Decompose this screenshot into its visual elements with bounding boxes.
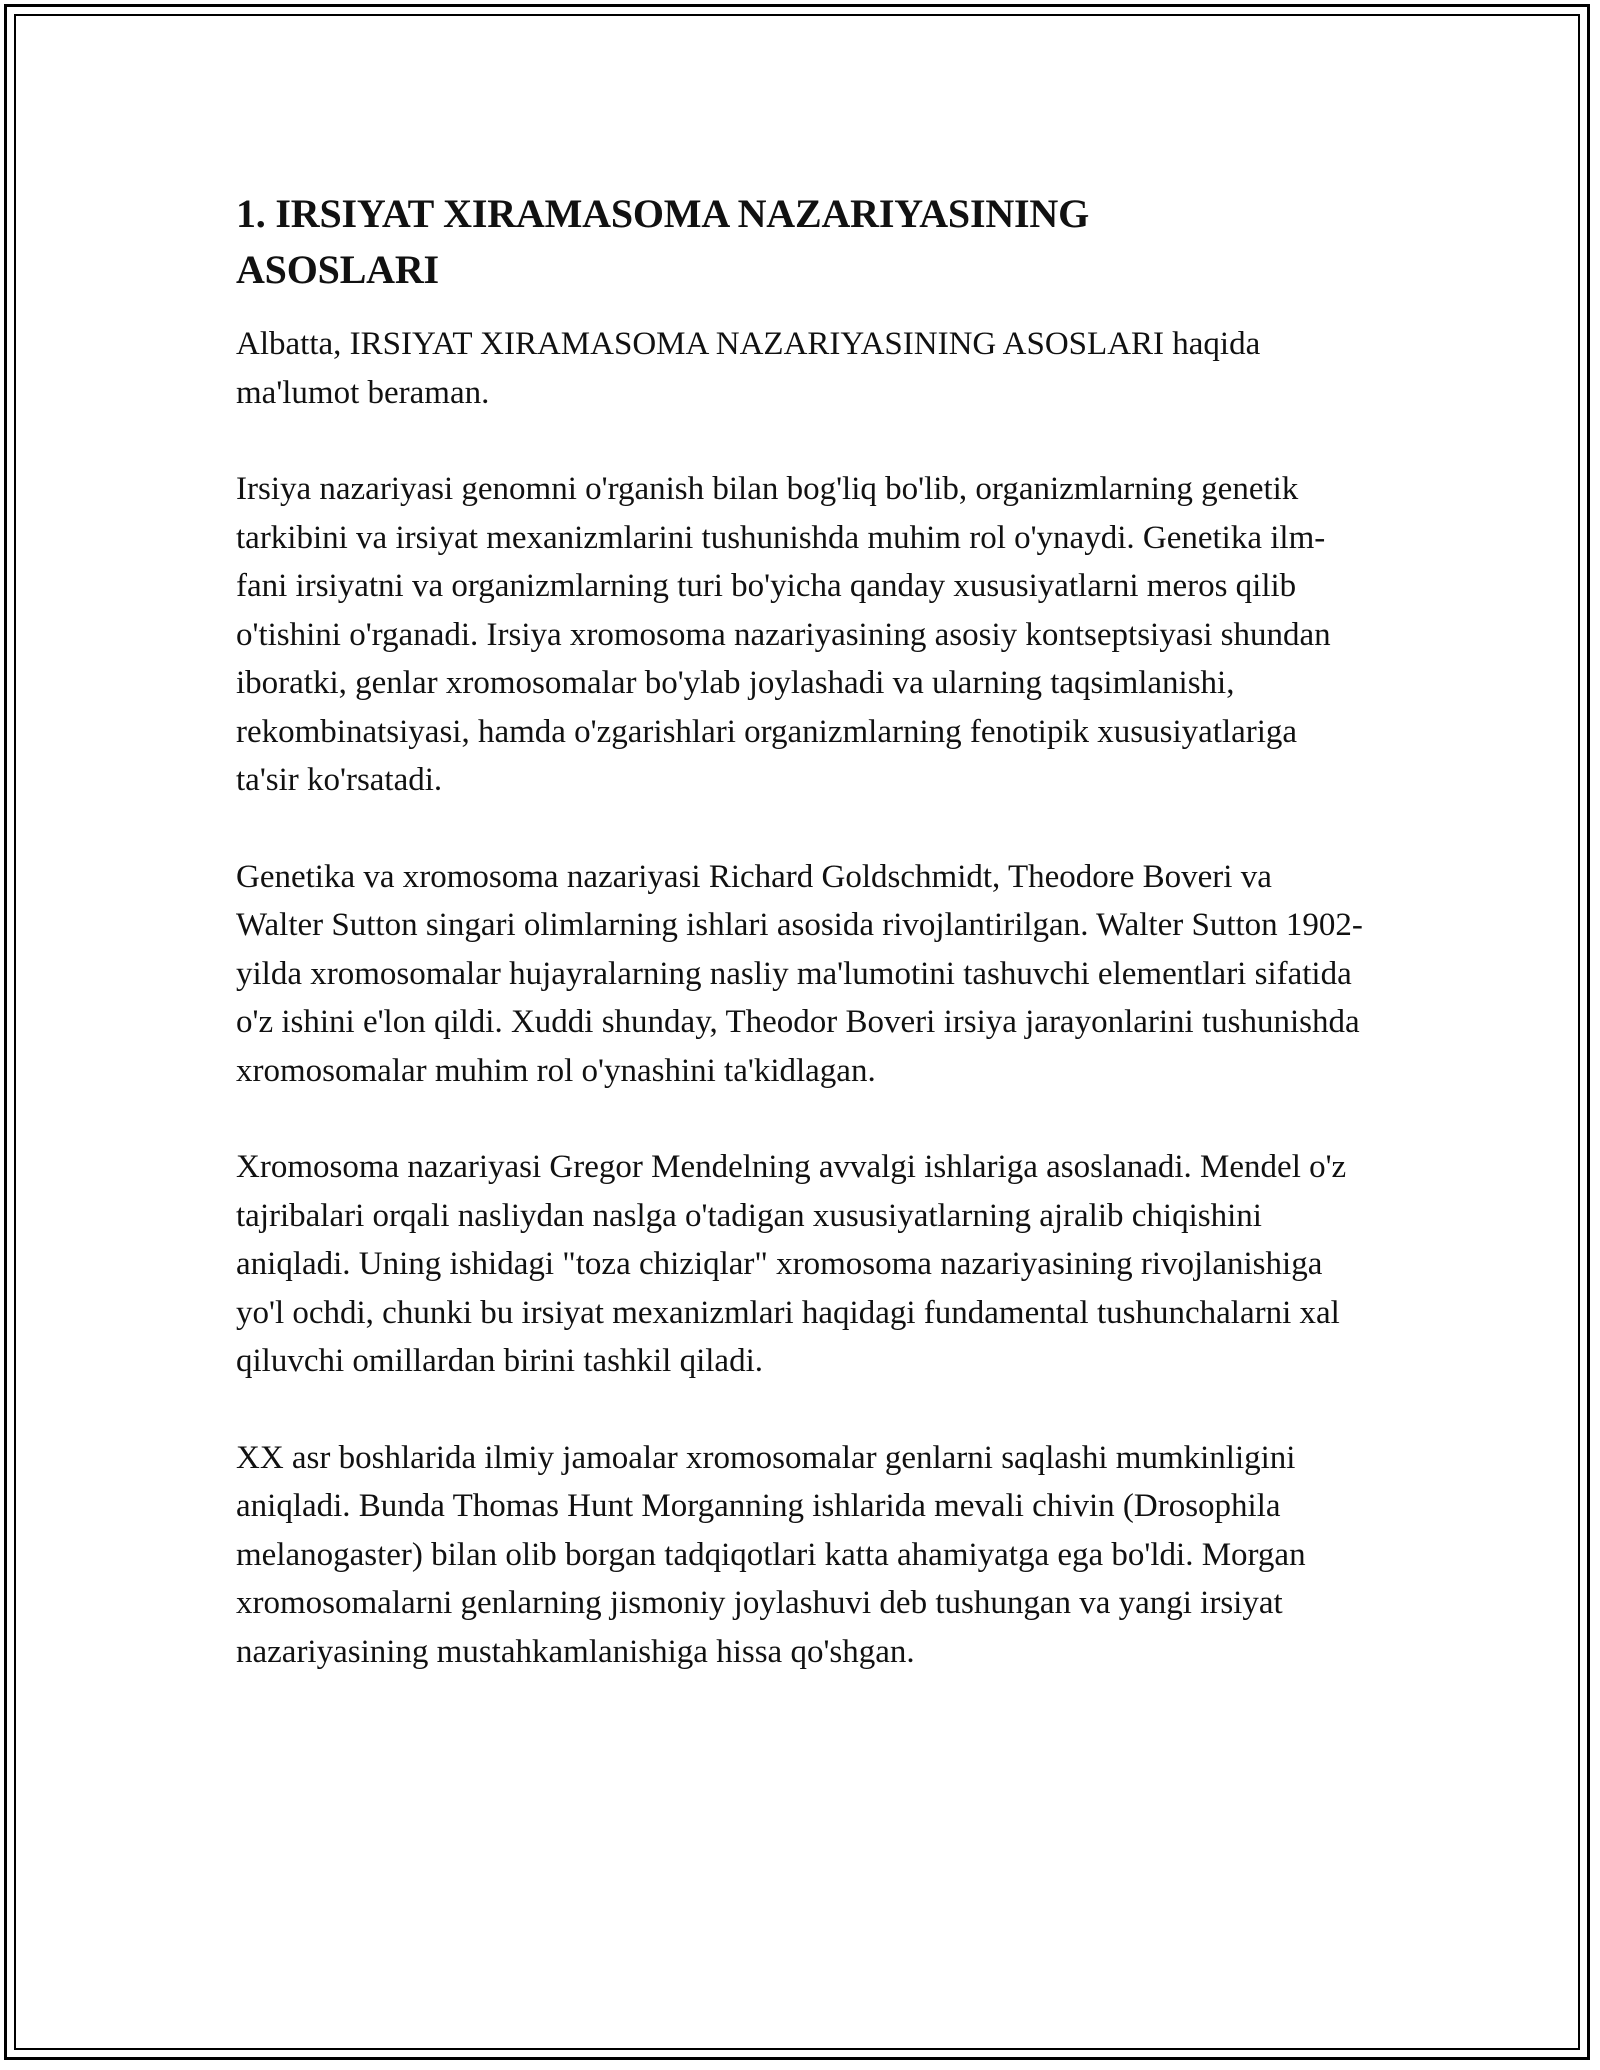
paragraph-irsiya-nazariyasi: Irsiya nazariyasi genomni o'rganish bilan bog'liq bo'lib, organizmlarning genetik tarkibini va irsiyat mexanizmlarini tushunishda muhim rol o'ynaydi. Genetika ilm-fani irsiyatni va organizmlarning turi bo'yicha qanday xususiyatlarni meros qilib o'tishini o'rganadi. Irsiya xromosoma nazariyasining asosiy kontseptsiyasi shundan iboratki, genlar xromosomalar bo'ylab joylashadi va ularning taqsimlanishi, rekombinatsiyasi, hamda o'zgarishlari organizmlarning fenotipik xususiyatlariga ta'sir ko'rsatadi. bbox=[236, 471, 1331, 798]
section-title-line-1: 1. IRSIYAT XIRAMASOMA NAZARIYASINING bbox=[236, 191, 1089, 236]
paragraph-genetika-olimlari: Genetika va xromosoma nazariyasi Richard Goldschmidt, Theodore Boveri va Walter Sutton singari olimlarning ishlari asosida rivojlantirilgan. Walter Sutton 1902-yilda xromosomalar hujayralarning nasliy ma'lumotini tashuvchi elementlari sifatida o'z ishini e'lon qildi. Xuddi shunday, Theodor Boveri irsiya jarayonlarini tushunishda xromosomalar muhim rol o'ynashini ta'kidlagan. bbox=[236, 858, 1363, 1089]
paragraph-morgan: XX asr boshlarida ilmiy jamoalar xromosomalar genlarni saqlashi mumkinligini aniqladi. Bunda Thomas Hunt Morganning ishlarida mevali chivin (Drosophila melanogaster) bilan olib borgan tadqiqotlari katta ahamiyatga ega bo'ldi. Morgan xromosomalarni genlarning jismoniy joylashuvi deb tushungan va yangi irsiyat nazariyasining mustahkamlanishiga hissa qo'shgan. bbox=[236, 1439, 1306, 1670]
paragraph-intro: Albatta, IRSIYAT XIRAMASOMA NAZARIYASINING ASOSLARI haqida ma'lumot beraman. bbox=[236, 326, 1261, 411]
section-title bbox=[236, 186, 1366, 298]
section-title-line-2: ASOSLARI bbox=[236, 247, 439, 292]
paragraph-mendel: Xromosoma nazariyasi Gregor Mendelning avvalgi ishlariga asoslanadi. Mendel o'z tajribalari orqali nasliydan naslga o'tadigan xususiyatlarning ajralib chiqishini aniqladi. Uning ishidagi "toza chiziqlar" xromosoma nazariyasining rivojlanishiga yo'l ochdi, chunki bu irsiyat mexanizmlari haqidagi fundamental tushunchalarni xal qiluvchi omillardan birini tashkil qiladi. bbox=[236, 1149, 1347, 1379]
document-body bbox=[236, 186, 1366, 1676]
